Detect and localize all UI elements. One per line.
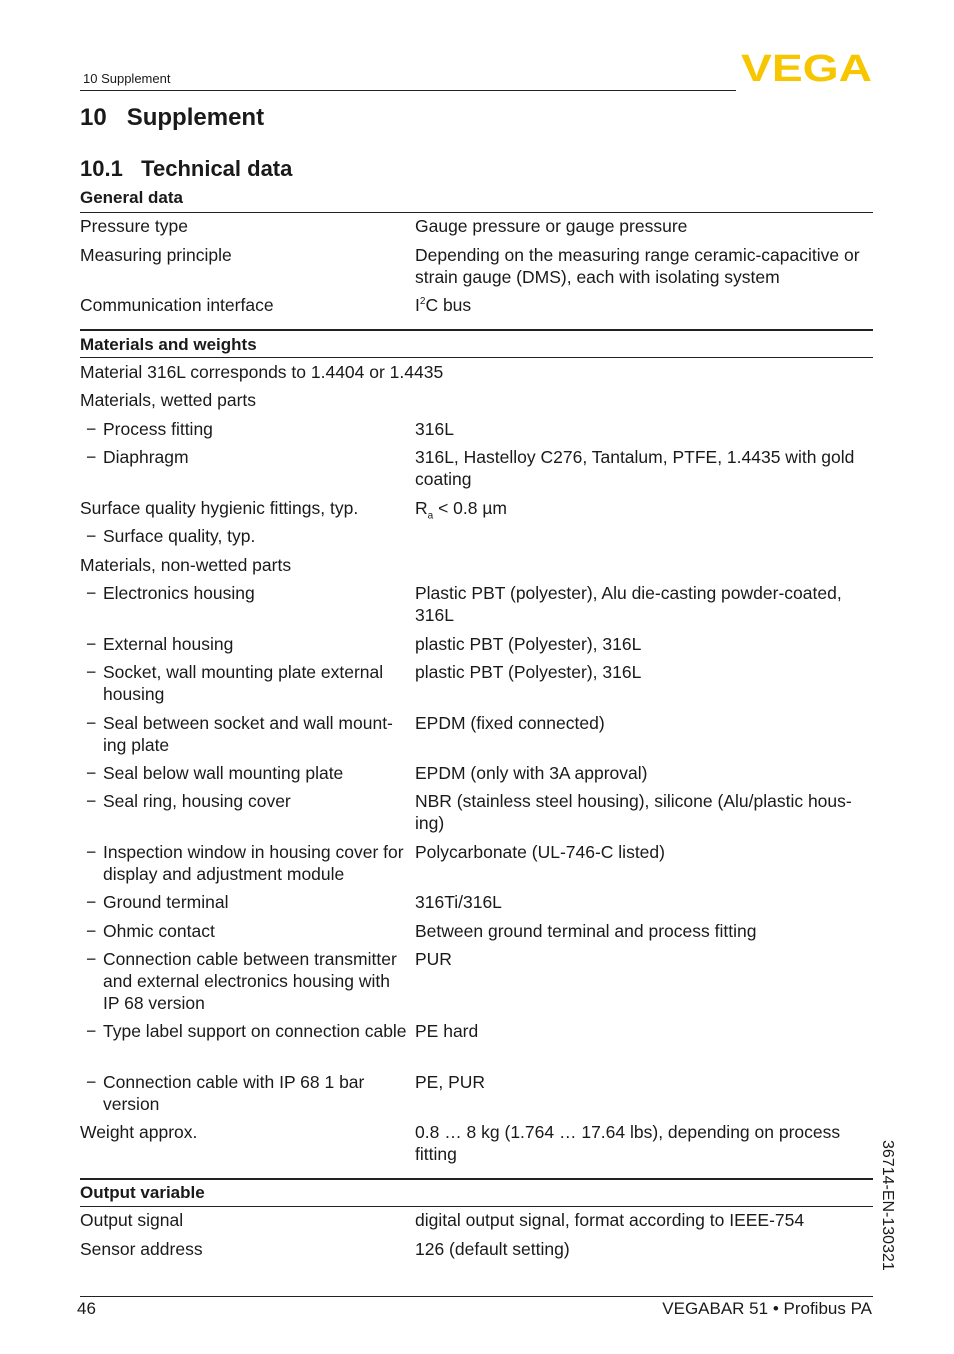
chapter-heading: [80, 104, 264, 132]
footer-rule: [80, 1296, 873, 1297]
output-signal-value: digital output signal, format according to IEEE-754: [415, 1210, 805, 1230]
ohmic-contact-value: Between ground terminal and process fitting: [415, 921, 757, 941]
measuring-principle-label: Measuring principle: [80, 245, 232, 265]
socket-plate-label: − Socket, wall mounting plate external housing: [86, 662, 384, 704]
output-rule: [80, 1206, 873, 1207]
communication-interface-value: $I^2C$ bus: [415, 295, 472, 315]
output-signal-label: Output signal: [80, 1210, 184, 1230]
weight-label: Weight approx.: [80, 1122, 198, 1142]
chapter-title: Supplement: [126, 104, 265, 131]
communication-interface-label: Communication interface: [80, 295, 274, 315]
sensor-address-value: 126 (default setting): [415, 1239, 570, 1259]
connection-cable-value: PUR: [415, 949, 452, 969]
socket-plate-value: plastic PBT (Polyester), 316L: [415, 662, 642, 682]
external-housing-label: − External housing: [86, 634, 234, 654]
surface-quality-label: Surface quality hygienic fittings, typ.: [80, 498, 359, 518]
inspection-window-label: − Inspection window in housing cover for display and adjustment module: [86, 842, 404, 884]
measuring-principle-value: Depending on the measuring range ceramic-capacitive or strain gauge (DMS), each with isolating system: [415, 245, 860, 287]
seal-socket-label: − Seal between socket and wall mount-ing plate: [86, 713, 393, 755]
diaphragm-value: 316L, Hastelloy C276, Tantalum, PTFE, 1.4435 with gold coating: [415, 447, 855, 489]
seal-ring-value: NBR (stainless steel housing), silicone (Alu/plastic hous-ing): [415, 791, 852, 833]
sensor-address-label: Sensor address: [80, 1239, 203, 1259]
output-title: Output variable: [80, 1183, 205, 1202]
page-number: 46: [77, 1299, 96, 1318]
product-name: VEGABAR 51 • Profibus PA: [662, 1299, 872, 1318]
section-title: Technical data: [141, 156, 293, 181]
inspection-window-value: Polycarbonate (UL-746-C listed): [415, 842, 665, 862]
cable-ip68-value: PE, PUR: [415, 1072, 486, 1092]
ground-terminal-value: 316Ti/316L: [415, 892, 502, 912]
seal-below-plate-value: EPDM (only with 3A approval): [415, 763, 648, 783]
seal-socket-value: EPDM (fixed connected): [415, 713, 605, 733]
material-note: Material 316L corresponds to 1.4404 or 1.4435: [80, 362, 444, 382]
electronics-housing-label: − Electronics housing: [86, 583, 255, 603]
non-wetted-parts-label: Materials, non-wetted parts: [80, 555, 292, 575]
pressure-type-label: Pressure type: [80, 216, 188, 236]
type-label-support-value: PE hard: [415, 1021, 479, 1041]
seal-ring-label: − Seal ring, housing cover: [86, 791, 291, 811]
section-heading: [80, 156, 292, 182]
surface-quality-typ-label: − Surface quality, typ.: [86, 526, 256, 546]
wetted-parts-label: Materials, wetted parts: [80, 390, 257, 410]
process-fitting-value: 316L: [415, 419, 454, 439]
external-housing-value: plastic PBT (Polyester), 316L: [415, 634, 642, 654]
surface-quality-value: $R_a < 0.8$ µm: [415, 498, 507, 522]
diaphragm-label: − Diaphragm: [86, 447, 189, 467]
pressure-type-value: Gauge pressure or gauge pressure: [415, 216, 688, 236]
connection-cable-label: − Connection cable between transmitter and external electronics housing with IP 68 version: [86, 949, 397, 1013]
type-label-support-label: − Type label support on connection cable: [86, 1021, 407, 1041]
running-head: 10 Supplement: [83, 71, 171, 86]
output-top-rule: [80, 1178, 873, 1180]
general-data-title: General data: [80, 188, 183, 207]
general-data-rule: [80, 212, 873, 213]
cable-ip68-label: − Connection cable with IP 68 1 bar version: [86, 1072, 365, 1114]
weight-value: 0.8 … 8 kg (1.764 … 17.64 lbs), depending on process fitting: [415, 1122, 841, 1164]
ohmic-contact-label: − Ohmic contact: [86, 921, 215, 941]
materials-title: Materials and weights: [80, 335, 257, 354]
seal-below-plate-label: − Seal below wall mounting plate: [86, 763, 344, 783]
vega-logo-text: VEGA: [741, 51, 872, 83]
section-number: 10.1: [80, 156, 123, 181]
document-code: 36714-EN-130321: [879, 1140, 896, 1271]
materials-rule: [80, 357, 873, 358]
header-rule: [80, 90, 736, 91]
ground-terminal-label: − Ground terminal: [86, 892, 229, 912]
vega-logo: [741, 51, 872, 83]
electronics-housing-value: Plastic PBT (polyester), Alu die-casting powder-coated, 316L: [415, 583, 842, 625]
chapter-number: 10: [80, 104, 107, 131]
materials-top-rule: [80, 329, 873, 331]
process-fitting-label: − Process fitting: [86, 419, 213, 439]
